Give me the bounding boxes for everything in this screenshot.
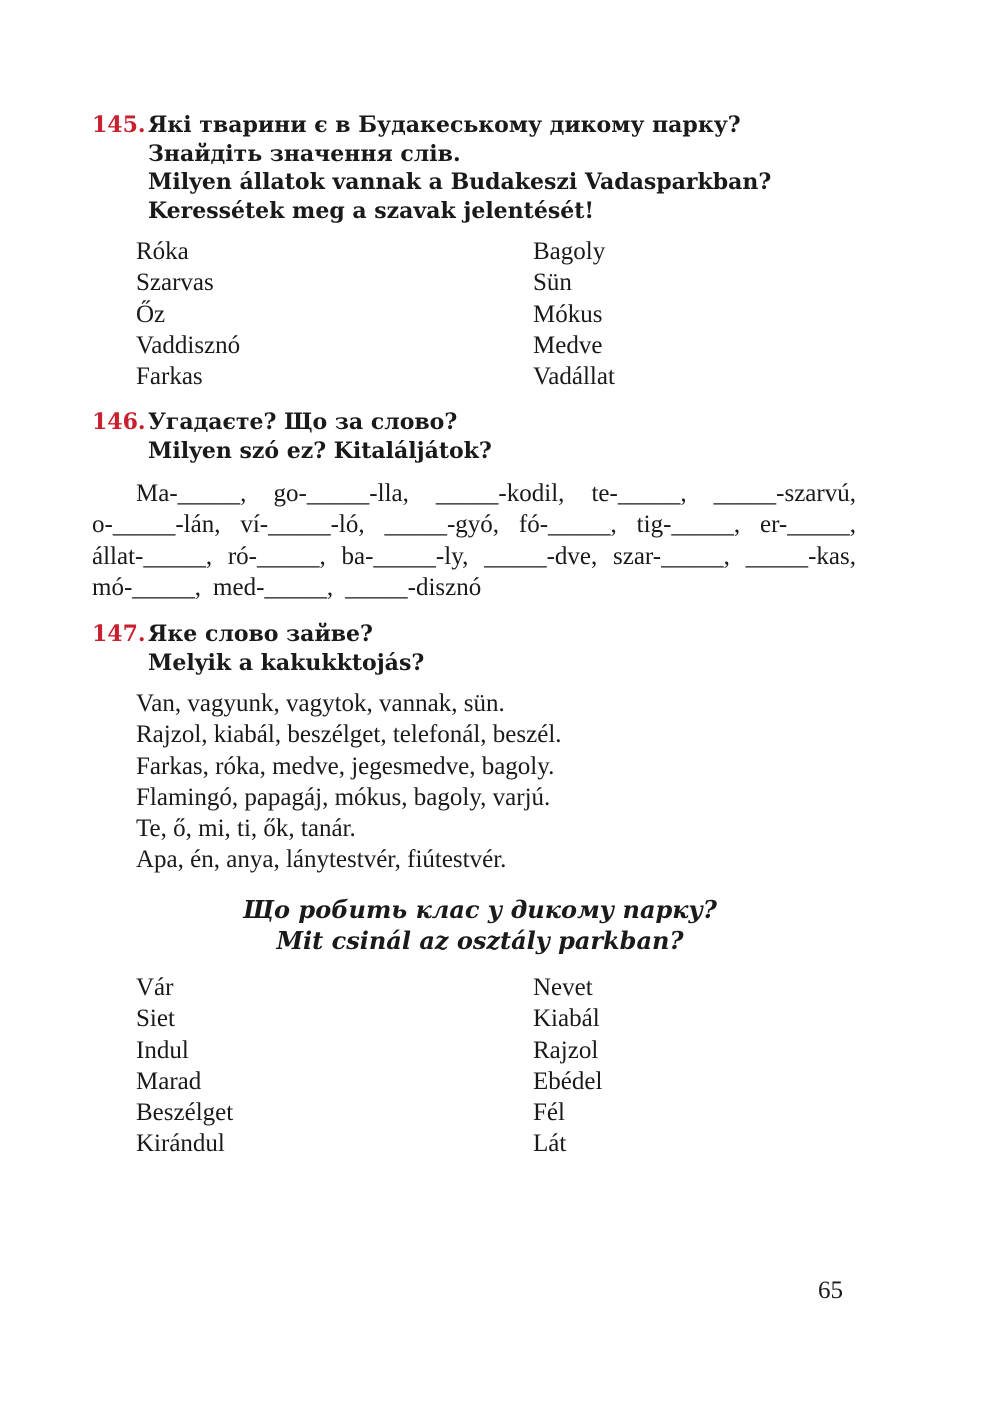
- word-item: Rajzol: [533, 1036, 599, 1064]
- word-group: Flamingó, papagáj, mókus, bagoly, varjú.: [136, 783, 551, 811]
- instruction-line: Keressétek meg a szavak jelentését!: [148, 197, 595, 224]
- word-item: Vaddisznó: [136, 331, 241, 359]
- word-group: Te, ő, mi, ti, ők, tanár.: [136, 815, 356, 843]
- word-item: Nevet: [533, 974, 593, 1001]
- fill-word: ba-_____-ly,: [341, 542, 469, 570]
- word-item: Fél: [533, 1099, 565, 1127]
- fill-word: _____-gyó,: [384, 511, 500, 539]
- fill-word: szar-_____,: [613, 542, 730, 570]
- word-group: Farkas, róka, medve, jegesmedve, bagoly.: [136, 752, 555, 780]
- word-group: Van, vagyunk, vagytok, vannak, sün.: [136, 690, 505, 717]
- word-item: Lát: [533, 1130, 567, 1158]
- fill-in-words: [92, 478, 856, 603]
- exercise-number: 146.: [92, 409, 146, 435]
- word-item: Vár: [136, 974, 174, 1001]
- word-item: Indul: [136, 1036, 189, 1064]
- word-item: Medve: [533, 331, 603, 359]
- fill-word: go-_____-lla,: [273, 480, 409, 507]
- word-group: Rajzol, kiabál, beszélget, telefonál, beszél.: [136, 721, 562, 749]
- word-item: Szarvas: [136, 269, 214, 297]
- fill-word: te-_____,: [591, 480, 687, 507]
- fill-word: ró-_____,: [227, 542, 326, 570]
- section-subtitle: [0, 894, 960, 956]
- word-item: Kirándul: [136, 1130, 225, 1158]
- instruction-line: Melyik a kakukktojás?: [148, 649, 425, 676]
- word-group: Apa, én, anya, lánytestvér, fiútestvér.: [136, 846, 507, 874]
- word-column-right: [533, 972, 602, 1160]
- page-number: 65: [818, 1277, 843, 1304]
- fill-line: [92, 572, 856, 603]
- fill-line: [92, 478, 856, 509]
- word-item: Mókus: [533, 300, 603, 328]
- fill-word: ví-_____-ló,: [240, 511, 365, 539]
- word-item: Marad: [136, 1067, 202, 1095]
- fill-word: Ma-_____,: [136, 480, 247, 507]
- word-item: Kiabál: [533, 1005, 600, 1033]
- exercise-number: 145.: [92, 112, 146, 138]
- word-item: Bagoly: [533, 238, 606, 265]
- word-item: Ebédel: [533, 1067, 603, 1095]
- word-item: Őz: [136, 300, 166, 328]
- instruction-line: Угадаєте? Що за слово?: [148, 409, 458, 435]
- instruction-line: Milyen állatok vannak a Budakeszi Vadasparkban?: [148, 169, 772, 195]
- odd-one-out-list: [136, 688, 562, 876]
- word-item: Sün: [533, 269, 572, 297]
- instruction-line: Знайдіть значення слів.: [148, 140, 461, 167]
- fill-word: er-_____,: [760, 511, 856, 539]
- word-column-left: [136, 236, 240, 392]
- fill-word: _____-dve,: [484, 542, 598, 570]
- instruction-line: Які тварини є в Будакеському дикому парку?: [148, 112, 741, 138]
- fill-line: [92, 541, 856, 572]
- fill-word: _____-kodil,: [435, 480, 565, 507]
- instruction-line: Яке слово зайве?: [148, 621, 373, 647]
- word-item: Farkas: [136, 363, 203, 391]
- exercise-145-heading: [92, 111, 771, 225]
- fill-word: fó-_____,: [518, 511, 617, 539]
- fill-word: o-_____-lán,: [92, 511, 221, 539]
- word-item: Beszélget: [136, 1099, 234, 1127]
- fill-word: mó-_____,: [92, 573, 202, 601]
- word-item: Siet: [136, 1005, 175, 1033]
- exercise-147-heading: [92, 620, 424, 677]
- fill-word: med-_____,: [213, 573, 334, 601]
- fill-word: állat-_____,: [92, 542, 213, 570]
- fill-word: tig-_____,: [636, 511, 741, 539]
- exercise-number: 147.: [92, 621, 146, 647]
- fill-word: _____-kas,: [745, 542, 856, 570]
- fill-word: _____-szarvú,: [713, 480, 856, 507]
- word-item: Róka: [136, 238, 189, 265]
- word-column-right: [533, 236, 615, 392]
- word-column-left: [136, 972, 233, 1160]
- fill-line: [92, 509, 856, 540]
- subtitle-ukrainian: Що робить клас у дикому парку?: [243, 895, 717, 924]
- exercise-146-heading: [92, 408, 492, 465]
- subtitle-hungarian: Mit csinál az osztály parkban?: [276, 926, 684, 955]
- word-item: Vadállat: [533, 363, 615, 391]
- instruction-line: Milyen szó ez? Kitaláljátok?: [148, 437, 492, 464]
- fill-word: _____-disznó: [345, 573, 482, 601]
